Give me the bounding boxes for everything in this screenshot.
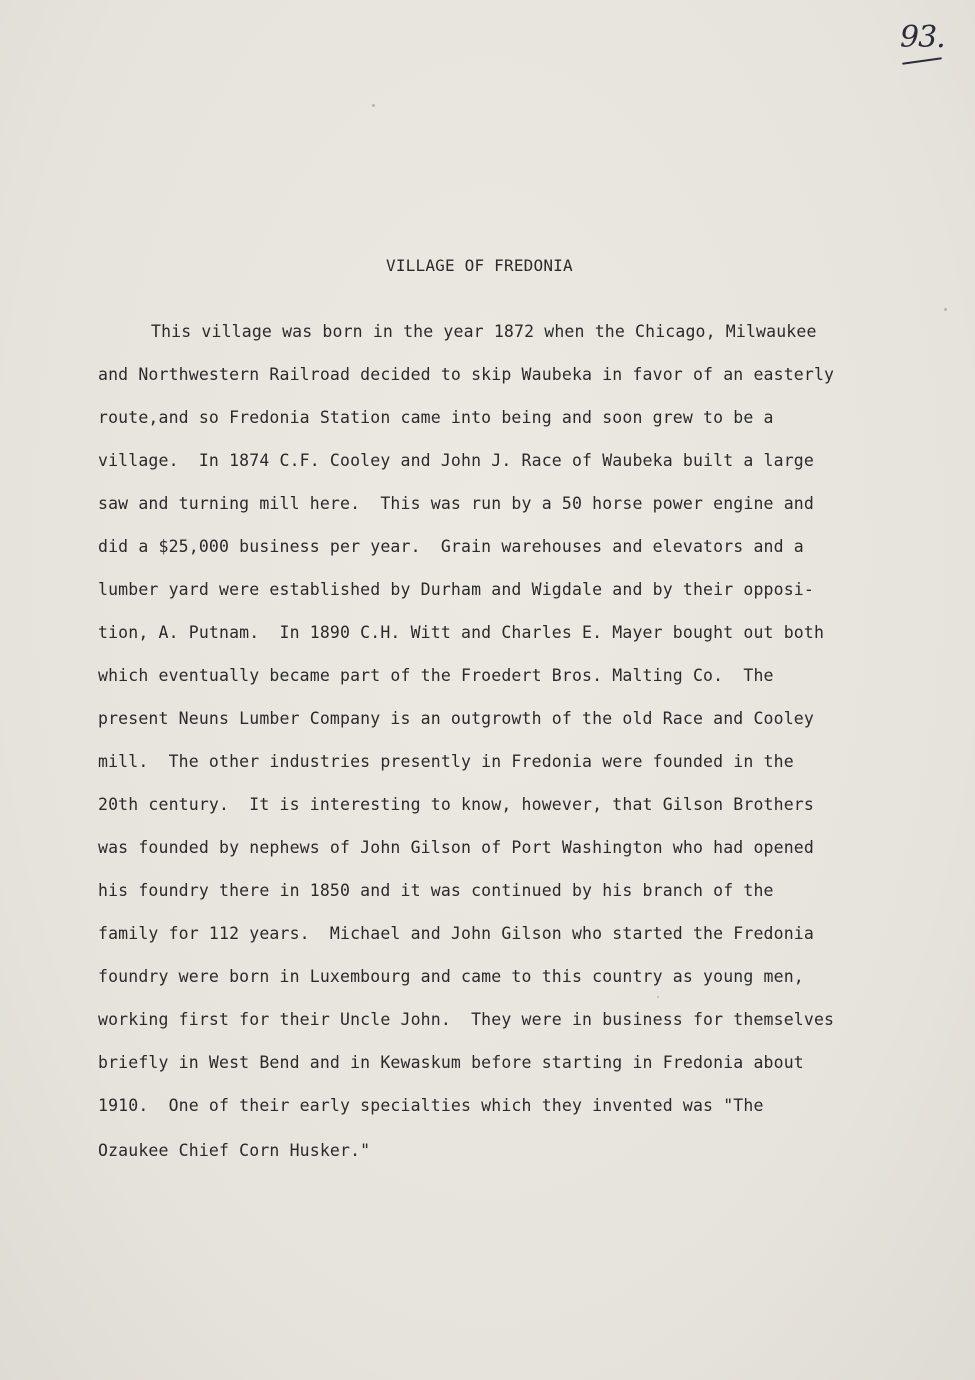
body-line-20: Ozaukee Chief Corn Husker." <box>98 1141 371 1160</box>
page-title: VILLAGE OF FREDONIA <box>386 256 573 275</box>
handwritten-page-number: 93. <box>900 20 945 55</box>
paper-speck <box>944 308 947 311</box>
body-line-18: briefly in West Bend and in Kewaskum before starting in Fredonia about <box>98 1053 804 1072</box>
body-line-9: which eventually became part of the Froedert Bros. Malting Co. The <box>98 666 774 685</box>
body-line-19: 1910. One of their early specialties which they invented was "The <box>98 1096 764 1115</box>
body-line-11: mill. The other industries presently in Fredonia were founded in the <box>98 752 794 771</box>
body-line-14: his foundry there in 1850 and it was continued by his branch of the <box>98 881 774 900</box>
body-line-13: was founded by nephews of John Gilson of Port Washington who had opened <box>98 838 814 857</box>
body-line-16: foundry were born in Luxembourg and came to this country as young men, <box>98 967 804 986</box>
body-line-2: and Northwestern Railroad decided to skip Waubeka in favor of an easterly <box>98 365 835 384</box>
page-number-underline <box>902 57 942 65</box>
body-line-17: working first for their Uncle John. They were in business for themselves <box>98 1010 835 1029</box>
body-line-3: route,and so Fredonia Station came into being and soon grew to be a <box>98 408 774 427</box>
body-line-15: family for 112 years. Michael and John Gilson who started the Fredonia <box>98 924 814 943</box>
paper-speck <box>372 104 375 107</box>
body-line-12: 20th century. It is interesting to know, however, that Gilson Brothers <box>98 795 814 814</box>
body-line-10: present Neuns Lumber Company is an outgrowth of the old Race and Cooley <box>98 709 814 728</box>
paper-speck <box>657 996 659 998</box>
body-line-5: saw and turning mill here. This was run by a 50 horse power engine and <box>98 494 814 513</box>
body-line-8: tion, A. Putnam. In 1890 C.H. Witt and Charles E. Mayer bought out both <box>98 623 825 642</box>
body-line-6: did a $25,000 business per year. Grain warehouses and elevators and a <box>98 537 804 556</box>
body-line-4: village. In 1874 C.F. Cooley and John J. Race of Waubeka built a large <box>98 451 814 470</box>
body-line-1: This village was born in the year 1872 when the Chicago, Milwaukee <box>151 322 817 341</box>
body-line-7: lumber yard were established by Durham and Wigdale and by their opposi- <box>98 580 814 599</box>
